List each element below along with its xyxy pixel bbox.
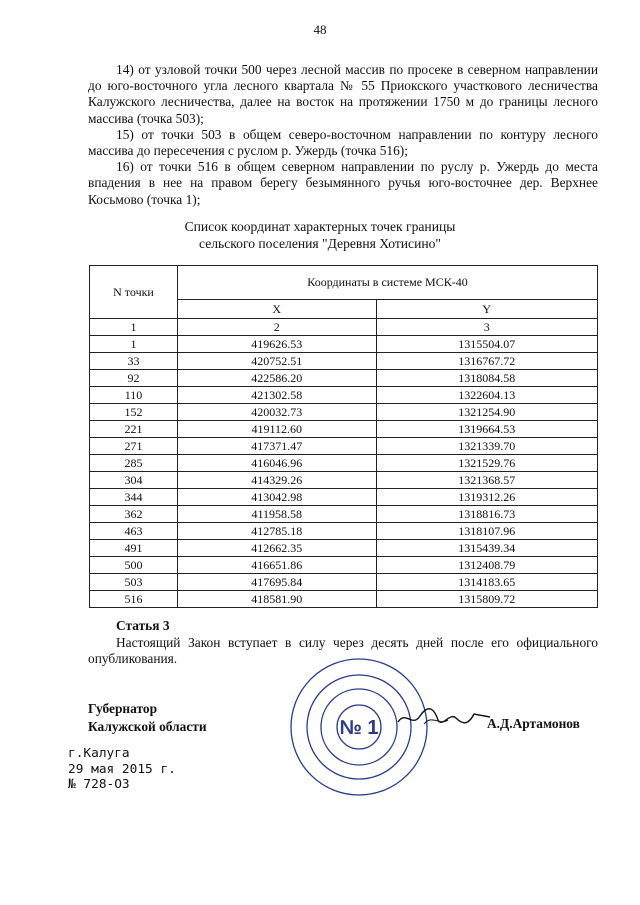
table-cell: 1321368.57 bbox=[376, 472, 597, 489]
header-x: X bbox=[178, 300, 377, 319]
law-number: № 728-ОЗ bbox=[68, 777, 130, 792]
table-cell: 1319664.53 bbox=[376, 421, 597, 438]
caption-line-2: сельского поселения "Деревня Хотисино" bbox=[199, 236, 441, 251]
table-row bbox=[90, 489, 598, 506]
table-cell: 414329.26 bbox=[178, 472, 377, 489]
table-cell: 152 bbox=[90, 404, 178, 421]
table-cell: 463 bbox=[90, 523, 178, 540]
table-cell: 3 bbox=[376, 319, 597, 336]
table-cell: 1316767.72 bbox=[376, 353, 597, 370]
table-cell: 2 bbox=[178, 319, 377, 336]
table-cell: 413042.98 bbox=[178, 489, 377, 506]
table-cell: 1315439.34 bbox=[376, 540, 597, 557]
city: г.Калуга bbox=[68, 746, 130, 761]
governor-title-line-1: Губернатор bbox=[88, 701, 158, 716]
table-cell: 1318107.96 bbox=[376, 523, 597, 540]
table-cell: 421302.58 bbox=[178, 387, 377, 404]
table-caption bbox=[0, 218, 640, 252]
table-row bbox=[90, 540, 598, 557]
article-text: Настоящий Закон вступает в силу через десять дней после его официального опубликования. bbox=[88, 634, 598, 666]
body-text bbox=[88, 62, 598, 208]
governor-title-line-2: Калужской области bbox=[88, 719, 207, 734]
paragraph-15: 15) от точки 503 в общем северо-восточном направлении по контуру лесного массива до пересечения с руслом р. Ужердь (точка 516); bbox=[88, 126, 598, 159]
table-cell: 516 bbox=[90, 591, 178, 608]
table-row bbox=[90, 387, 598, 404]
table-cell: 422586.20 bbox=[178, 370, 377, 387]
table-cell: 1322604.13 bbox=[376, 387, 597, 404]
table-cell: 1319312.26 bbox=[376, 489, 597, 506]
table-cell: 412662.35 bbox=[178, 540, 377, 557]
table-cell: 417695.84 bbox=[178, 574, 377, 591]
table-cell: 1321529.76 bbox=[376, 455, 597, 472]
table-row bbox=[90, 336, 598, 353]
table-cell: 1321339.70 bbox=[376, 438, 597, 455]
table-cell: 419626.53 bbox=[178, 336, 377, 353]
table-cell: 500 bbox=[90, 557, 178, 574]
paragraph-16: 16) от точки 516 в общем северном направлении по руслу р. Ужердь до места впадения в нее на правом берегу безымянного ручья юго-восточнее дер. Верхнее Косьмово (точка 1); bbox=[88, 159, 598, 207]
header-coordinate-system: Координаты в системе МСК-40 bbox=[178, 266, 598, 300]
table-cell: 420032.73 bbox=[178, 404, 377, 421]
table-row bbox=[90, 370, 598, 387]
table-cell: 416046.96 bbox=[178, 455, 377, 472]
caption-line-1: Список координат характерных точек границы bbox=[184, 219, 456, 234]
table-cell: 418581.90 bbox=[178, 591, 377, 608]
table-cell: 1 bbox=[90, 319, 178, 336]
article-heading: Статья 3 bbox=[116, 618, 170, 633]
table-row bbox=[90, 557, 598, 574]
table-cell: 1 bbox=[90, 336, 178, 353]
table-cell: 1318816.73 bbox=[376, 506, 597, 523]
table-row bbox=[90, 404, 598, 421]
table-cell: 1318084.58 bbox=[376, 370, 597, 387]
seal-number: № 1 bbox=[339, 717, 379, 739]
table-row bbox=[90, 353, 598, 370]
header-point-number: N точки bbox=[90, 266, 178, 319]
table-cell: 33 bbox=[90, 353, 178, 370]
paragraph-14: 14) от узловой точки 500 через лесной массив по просеке в северном направлении до юго-восточного угла лесного квартала № 55 Приокского участкового лесничества Калужского лесничества, далее на восток на протяжении 1750 м до границы лесного массива (точка 503); bbox=[88, 62, 598, 126]
table-cell: 304 bbox=[90, 472, 178, 489]
place-and-date bbox=[68, 746, 176, 793]
header-y: Y bbox=[376, 300, 597, 319]
table-cell: 491 bbox=[90, 540, 178, 557]
handwritten-signature-icon bbox=[394, 702, 494, 732]
coordinates-body bbox=[90, 336, 598, 608]
table-cell: 92 bbox=[90, 370, 178, 387]
table-cell: 1314183.65 bbox=[376, 574, 597, 591]
table-row bbox=[90, 421, 598, 438]
table-cell: 417371.47 bbox=[178, 438, 377, 455]
table-cell: 271 bbox=[90, 438, 178, 455]
column-index-row bbox=[90, 319, 598, 336]
governor-name: А.Д.Артамонов bbox=[487, 716, 580, 731]
table-cell: 419112.60 bbox=[178, 421, 377, 438]
table-row bbox=[90, 506, 598, 523]
table-cell: 285 bbox=[90, 455, 178, 472]
table-cell: 110 bbox=[90, 387, 178, 404]
table-row bbox=[90, 472, 598, 489]
table-cell: 1321254.90 bbox=[376, 404, 597, 421]
table-cell: 1315809.72 bbox=[376, 591, 597, 608]
table-cell: 362 bbox=[90, 506, 178, 523]
table-cell: 344 bbox=[90, 489, 178, 506]
table-cell: 221 bbox=[90, 421, 178, 438]
table-row bbox=[90, 574, 598, 591]
table-cell: 1315504.07 bbox=[376, 336, 597, 353]
table-cell: 411958.58 bbox=[178, 506, 377, 523]
table-row bbox=[90, 455, 598, 472]
governor-title bbox=[88, 700, 207, 736]
date: 29 мая 2015 г. bbox=[68, 761, 176, 777]
table-row bbox=[90, 438, 598, 455]
table-cell: 416651.86 bbox=[178, 557, 377, 574]
coordinates-table bbox=[89, 265, 598, 608]
table-cell: 1312408.79 bbox=[376, 557, 597, 574]
table-row bbox=[90, 523, 598, 540]
page-number: 48 bbox=[313, 22, 327, 37]
table-cell: 503 bbox=[90, 574, 178, 591]
table-row bbox=[90, 591, 598, 608]
table-cell: 420752.51 bbox=[178, 353, 377, 370]
table-cell: 412785.18 bbox=[178, 523, 377, 540]
